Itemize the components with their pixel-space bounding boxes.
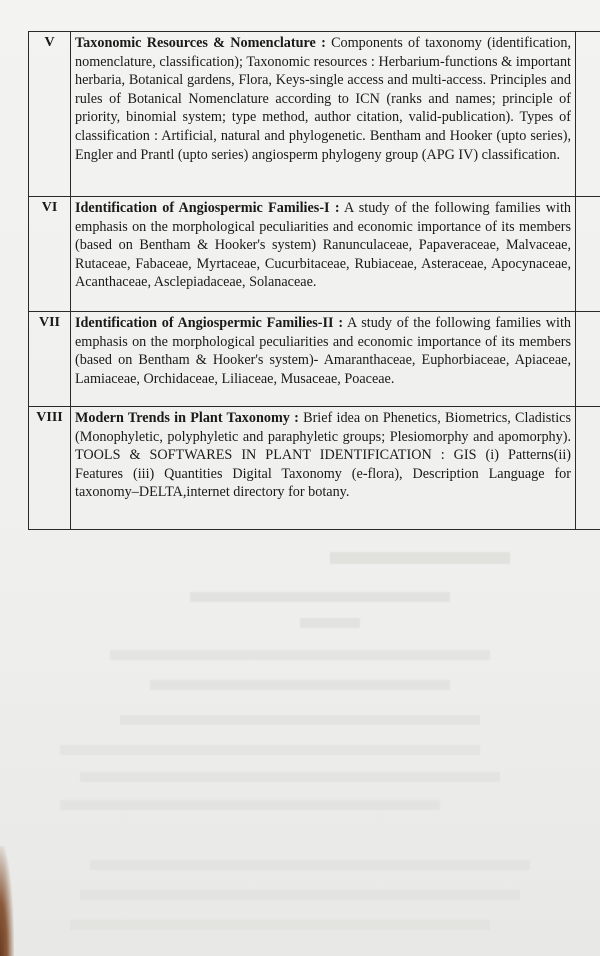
bleed-through-mark — [190, 592, 450, 602]
unit-body: A study of the following families with emphasis on the morphological peculiarities and economic importance of its members (based on Bentham & Hooker's system)- Amaranthaceae, Euphorbiaceae, Apiaceae, Lamiaceae, Orchidaceae, Liliaceae, Musaceae, Poaceae. — [75, 315, 571, 387]
unit-heading: Taxonomic Resources & Nomenclature : — [75, 35, 326, 51]
unit-body: A study of the following families with emphasis on the morphological peculiarities and economic importance of its members (based on Bentham & Hooker's system) Ranunculaceae, Papaveraceae, Malvaceae, Rutaceae, Fabaceae, Myrtaceae, Cucurbitaceae, Rubiaceae, Asteraceae, Apocynaceae, Acanthaceae, Asclepiadaceae, Solanaceae. — [75, 200, 571, 291]
table-row — [29, 312, 600, 407]
unit-body: Components of taxonomy (identification, nomenclature, classification); Taxonomic resources : Herbarium-functions & important herbaria, Botanical gardens, Flora, Keys-single access and multi-access. Principles and rules of Botanical Nomenclature according to ICN (ranks and names; principle of priority, binomial system; type method, author citation, valid-publication). Types of classification : Artificial, natural and phylogenetic. Bentham and Hooker (upto series), Engler and Prantl (upto series) angiosperm phylogeny group (APG IV) classification. — [75, 35, 571, 163]
bleed-through-mark — [60, 745, 480, 755]
bleed-through-mark — [330, 552, 510, 564]
bleed-through-mark — [80, 772, 500, 782]
table-row — [29, 197, 600, 312]
thumb-shadow — [0, 846, 14, 956]
empty-cell — [576, 32, 600, 197]
empty-cell — [576, 197, 600, 312]
unit-body: Brief idea on Phenetics, Biometrics, Cladistics (Monophyletic, polyphyletic and paraphyletic groups; Plesiomorphy and apomorphy). TOOLS & SOFTWARES IN PLANT IDENTIFICATION : GIS (i) Patterns(ii) Features (iii) Quantities Digital Taxonomy (e-flora), Description Language for taxonomy–DELTA,internet directory for botany. — [75, 410, 572, 501]
bleed-through-mark — [60, 800, 440, 810]
bleed-through-mark — [150, 680, 450, 690]
bleed-through-mark — [110, 650, 490, 660]
unit-content — [71, 407, 576, 530]
bleed-through-mark — [70, 920, 490, 930]
unit-number: VI — [29, 197, 71, 312]
bleed-through-mark — [80, 890, 520, 900]
unit-heading: Identification of Angiospermic Families-II : — [75, 315, 344, 331]
unit-content — [71, 312, 576, 407]
unit-number: VIII — [29, 407, 71, 530]
bleed-through-mark — [120, 715, 480, 725]
empty-cell — [576, 312, 600, 407]
unit-number: VII — [29, 312, 71, 407]
unit-heading: Modern Trends in Plant Taxonomy : — [75, 410, 299, 426]
syllabus-table — [28, 31, 600, 530]
unit-number: V — [29, 32, 71, 197]
unit-content — [71, 197, 576, 312]
unit-content — [71, 32, 576, 197]
table-row — [29, 407, 600, 530]
bleed-through-mark — [300, 618, 360, 628]
bleed-through-mark — [90, 860, 530, 870]
unit-heading: Identification of Angiospermic Families-I : — [75, 200, 340, 216]
empty-cell — [576, 407, 600, 530]
table-row — [29, 32, 600, 197]
